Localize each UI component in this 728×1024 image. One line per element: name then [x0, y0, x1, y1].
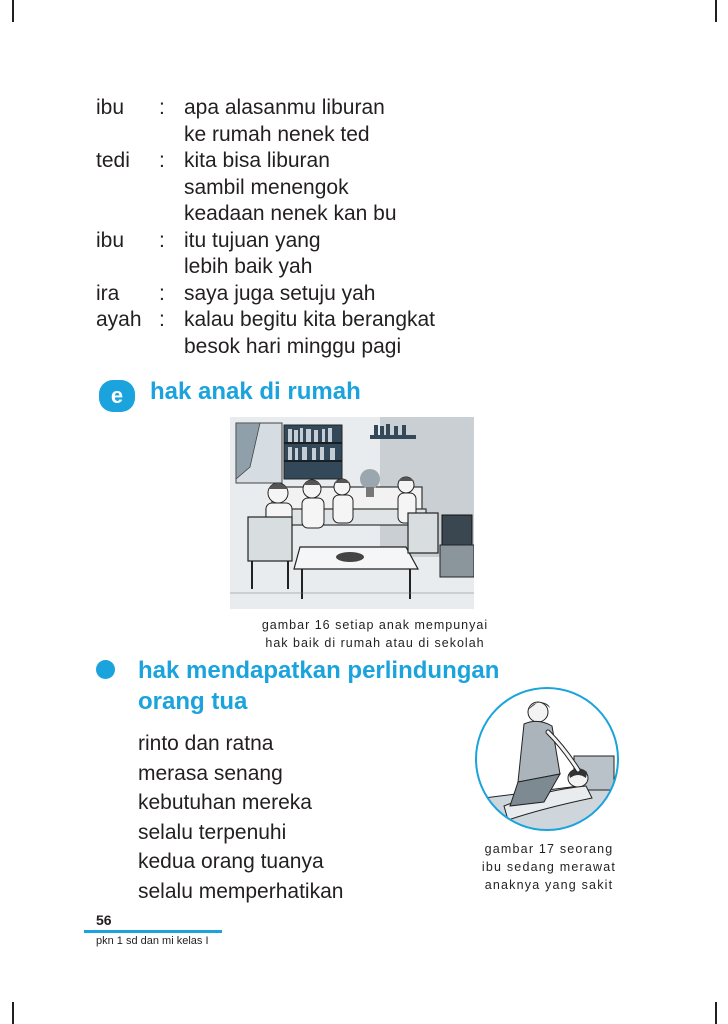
line-text: itu tujuan yang [184, 228, 321, 252]
figure-16-caption [240, 616, 510, 652]
body-line: kebutuhan mereka [138, 791, 312, 814]
line-text: kita bisa liburan [184, 149, 330, 172]
body-line: rinto dan ratna [138, 732, 274, 755]
speaker: ayah [96, 308, 142, 331]
living-room-illustration [230, 417, 474, 609]
title-line: hak mendapatkan perlindungan [138, 657, 500, 684]
subsection-title [138, 655, 499, 717]
figure-17-caption [474, 840, 624, 894]
section-badge: e [99, 380, 135, 412]
line-text: saya juga setuju yah [184, 281, 376, 305]
speaker: ibu [96, 96, 125, 119]
body-line: selalu memperhatikan [138, 879, 344, 903]
colon: : [159, 281, 165, 305]
colon: : [159, 96, 165, 119]
line-text: besok hari minggu pagi [184, 334, 402, 358]
body-line: kedua orang tuanya [138, 850, 324, 873]
speaker: ibu [96, 228, 125, 252]
book-title: pkn 1 sd dan mi kelas I [96, 935, 209, 947]
crop-mark-bottom-left-v [12, 1002, 14, 1024]
colon: : [159, 228, 165, 252]
line-text: sambil menengok [184, 175, 349, 199]
speaker: ira [96, 281, 120, 305]
caption-line: gambar 17 seorang [484, 842, 614, 856]
caption-line: anaknya yang sakit [484, 878, 614, 892]
bullet-icon [96, 660, 115, 679]
colon: : [159, 308, 165, 331]
line-text: apa alasanmu liburan [184, 96, 385, 119]
colon: : [159, 149, 165, 172]
caption-line: hak baik di rumah atau di sekolah [265, 636, 485, 650]
body-line: selalu terpenuhi [138, 820, 287, 844]
title-line: orang tua [138, 688, 248, 715]
crop-mark-bottom-right-v [715, 1002, 717, 1024]
line-text: keadaan nenek kan bu [184, 202, 397, 225]
line-text: ke rumah nenek ted [184, 122, 370, 146]
body-line: merasa senang [138, 761, 283, 785]
footer-divider [84, 930, 222, 933]
speaker: tedi [96, 149, 130, 172]
line-text: lebih baik yah [184, 255, 313, 278]
crop-mark-top-left-v [12, 0, 14, 22]
caption-line: ibu sedang merawat [481, 860, 617, 874]
mother-caring-illustration [474, 686, 620, 832]
page-number: 56 [96, 912, 112, 928]
line-text: kalau begitu kita berangkat [184, 308, 436, 331]
caption-line: gambar 16 setiap anak mempunyai [261, 618, 489, 632]
body-text [138, 729, 343, 906]
section-title: hak anak di rumah [150, 378, 361, 405]
crop-mark-top-right-v [715, 0, 717, 22]
